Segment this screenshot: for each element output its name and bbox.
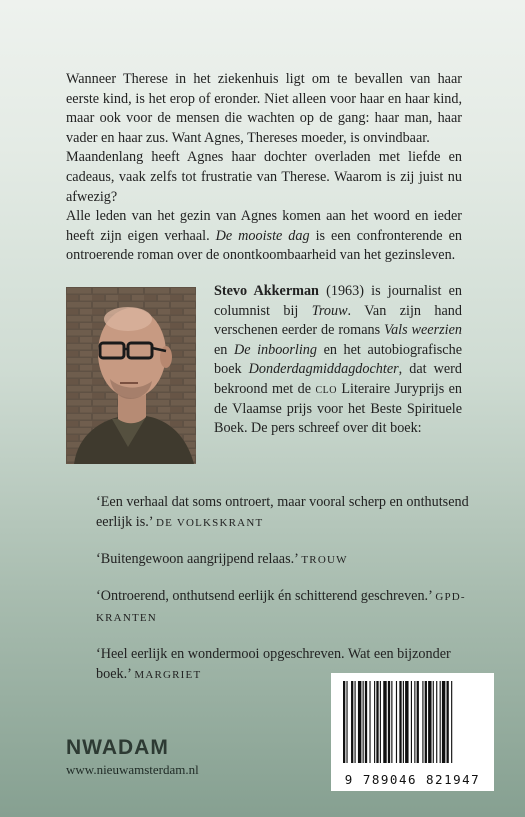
quote-text: ‘Ontroerend, onthutsend eerlijk én schitterend geschreven.’ [96,588,436,604]
barcode-bar [380,681,381,763]
barcode-bar [403,681,404,763]
barcode-bar [405,681,408,763]
barcode-bars [341,681,484,763]
barcode-bar [376,681,378,763]
isbn-number: 9 789046 821947 [344,772,481,787]
barcode [331,673,494,791]
press-quote [96,549,476,570]
book-title: Donderdagmiddagdochter [248,361,399,378]
barcode-bar [442,681,445,763]
barcode-bar [414,681,415,763]
bio-text: (1963) is journalist en columnist bij [214,283,462,319]
barcode-bar [346,681,347,763]
blurb-text: is een confronterende en ontroerende roman over de onontkoombaarheid van het gezinsleven. [66,227,462,264]
quote-text: ‘Heel eerlijk en wondermooi opgeschreven. Wat een bijzonder boek.’ [96,646,451,682]
barcode-bar [451,681,452,763]
press-quote [96,586,476,628]
barcode-bar [417,681,419,763]
blurb [66,70,462,266]
barcode-bar [411,681,412,763]
book-title: De mooiste dag [215,227,310,244]
barcode-bar [369,681,370,763]
publisher-url: www.nieuwamsterdam.nl [66,762,199,777]
barcode-bar [363,681,364,763]
barcode-bar [365,681,367,763]
author-name: Stevo Akkerman [214,283,319,299]
barcode-bar [422,681,423,763]
barcode-bar [388,681,390,763]
barcode-bar [440,681,441,763]
barcode-bar [399,681,401,763]
author-photo [66,287,196,464]
press-quotes [96,492,476,701]
book-title: Vals weerzien [384,322,462,339]
barcode-bar [391,681,392,763]
barcode-bar [425,681,427,763]
barcode-bar [358,681,361,763]
blurb-text: Alle leden van het gezin van Agnes komen aan het woord en ieder heeft zijn eigen verhaal. [66,208,462,244]
quote-source: TROUW [301,554,348,566]
barcode-bar [351,681,353,763]
barcode-bar [343,681,345,763]
quote-source: MARGRIET [134,669,202,681]
barcode-bar [447,681,449,763]
quote-source: GPD-KRANTEN [96,591,466,624]
publisher-logo: NWADAM [66,736,169,759]
author-bio [214,282,462,439]
quote-text: ‘Buitengewoon aangrijpend relaas.’ [96,551,302,567]
bio-text: , dat werd bekroond met de [214,361,462,397]
blurb-paragraph-2: Maandenlang heeft Agnes haar dochter overladen met liefde en cadeaus, vaak zelfs tot frustratie van Therese. Waarom is zij juist nu afwezig? [66,149,462,205]
barcode-bar [436,681,437,763]
press-quote [96,492,476,533]
barcode-bar [374,681,375,763]
barcode-bar [428,681,431,763]
bio-text: en het autobiografische boek [214,341,462,378]
bio-text: en [214,341,234,358]
quote-source: DE VOLKSKRANT [156,517,264,529]
blurb-paragraph-1: Wanneer Therese in het ziekenhuis ligt om te bevallen van haar eerste kind, is het erop of eronder. Niet alleen voor haar en haar kind, maar ook voor de mensen die wachten op de gang: haar man, haar vader en haar zus. Want Agnes, Thereses moeder, is onvindbaar. [66,71,462,146]
blurb-paragraph-3 [66,207,462,266]
bio-text: Literaire Juryprijs en de Vlaamse prijs voor het Beste Spirituele Boek. De pers schreef over dit boek: [214,380,462,437]
barcode-bar [383,681,386,763]
barcode-bar [396,681,397,763]
newspaper-name: Trouw [311,302,348,319]
bio-text: . Van zijn hand verschenen eerder de romans [214,302,462,339]
prize-abbreviation: clo [315,380,337,397]
barcode-bar [433,681,434,763]
barcode-bar [355,681,356,763]
book-title: De inboorling [233,341,317,358]
quote-text: ‘Een verhaal dat soms ontroert, maar vooral scherp en onthutsend eerlijk is.’ [96,494,469,530]
